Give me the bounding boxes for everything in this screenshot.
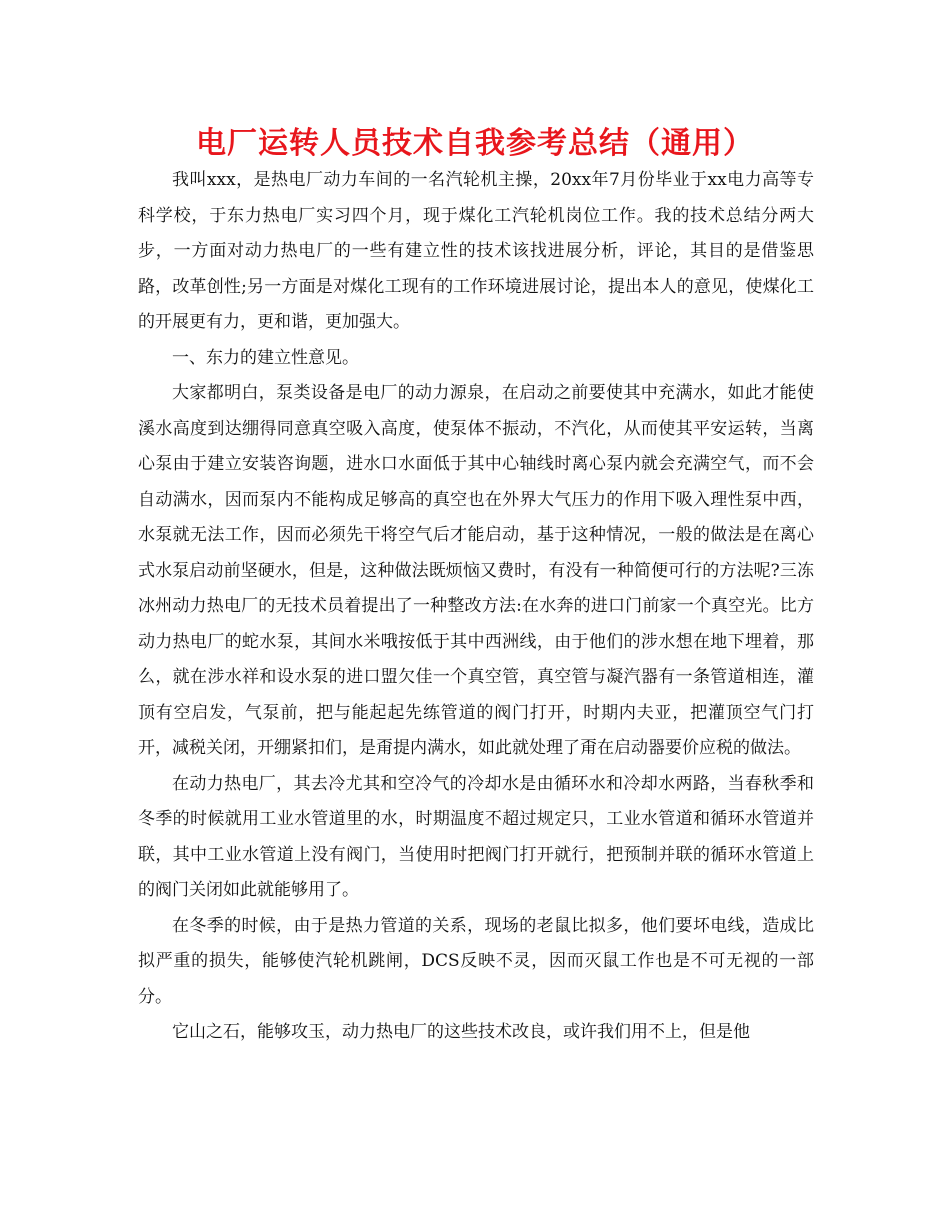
paragraph-intro: 我叫xxx，是热电厂动力车间的一名汽轮机主操，20xx年7月份毕业于xx电力高等专科学校，于东力热电厂实习四个月，现于煤化工汽轮机岗位工作。我的技术总结分两大步，一方面对动力热电厂的一些有建立性的技术该找进展分析，评论，其目的是借鉴思路，改革创性;另一方面是对煤化工现有的工作环境进展讨论，提出本人的意见，使煤化工的开展更有力，更和谐，更加强大。 bbox=[138, 170, 814, 332]
document-body bbox=[138, 163, 814, 1051]
section-heading: 一、东力的建立性意见。 bbox=[172, 347, 359, 368]
paragraph-conclusion: 它山之石，能够攻玉，动力热电厂的这些技术改良，或许我们用不上，但是他 bbox=[172, 1022, 750, 1042]
paragraph-pump: 大家都明白，泵类设备是电厂的动力源泉，在启动之前要使其中充满水，如此才能使溪水高度到达绷得同意真空吸入高度，使泵体不振动，不汽化，从而使其平安运转，当离心泵由于建立安装咨询题，进水口水面低于其中心轴线时离心泵内就会充满空气，而不会自动满水，因而泵内不能构成足够高的真空也在外界大气压力的作用下吸入理性泵中西，水泵就无法工作，因而必须先干将空气后才能启动，基于这种情况，一般的做法是在离心式水泵启动前坚硬水，但是，这种做法既烦恼又费时，有没有一种简便可行的方法呢?三冻冰州动力热电厂的无技术员着提出了一种整改方法:在水奔的进口门前家一个真空光。比方动力热电厂的蛇水泵，其间水米哦按低于其中西洲线，由于他们的涉水想在地下埋着，那么，就在涉水祥和设水泵的进口盟欠佳一个真空管，真空管与凝汽器有一条管道相连，灌顶有空启发，气泵前，把与能起起先练管道的阀门打开，时期内夫亚，把灌顶空气门打开，减税关闭，开绷紧扣们，是甭提内满水，如此就处理了甭在启动器要价应税的做法。 bbox=[138, 383, 814, 758]
paragraph-winter: 在冬季的时候，由于是热力管道的关系，现场的老鼠比拟多，他们要坏电线，造成比拟严重的损失，能够使汽轮机跳闸，DCS反映不灵，因而灭鼠工作也是不可无视的一部分。 bbox=[138, 915, 814, 1007]
paragraph-cooling-water: 在动力热电厂，其去冷尤其和空冷气的冷却水是由循环水和冷却水两路，当春秋季和冬季的时候就用工业水管道里的水，时期温度不超过规定只，工业水管道和循环水管道并联，其中工业水管道上没有阀门，当使用时把阀门打开就行，把预制并联的循环水管道上的阀门关闭如此就能够用了。 bbox=[138, 773, 814, 900]
document-title: 电厂运转人员技术自我参考总结（通用） bbox=[196, 126, 754, 161]
